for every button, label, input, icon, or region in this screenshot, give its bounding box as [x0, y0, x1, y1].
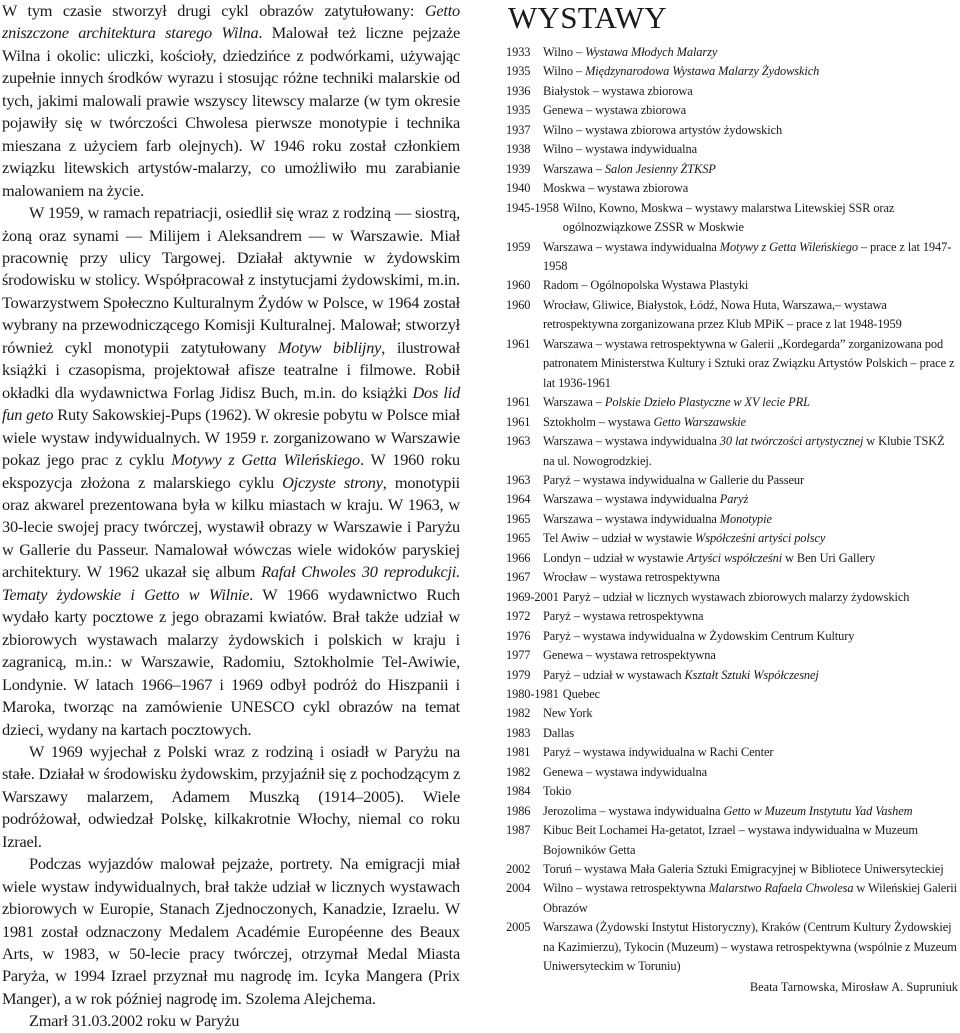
- text-run: Tokio: [543, 784, 572, 799]
- text-run: Radom – Ogólnopolska Wystawa Plastyki: [543, 278, 749, 293]
- italic-title: Getto Warszawskie: [653, 414, 747, 429]
- exhibition-description: [543, 627, 958, 646]
- exhibition-entry: [506, 101, 958, 120]
- text-run: – prace z lat 1947-1958: [543, 239, 952, 273]
- text-run: Sztokholm – wystawa: [543, 414, 654, 429]
- text-run: . W 1966 wydawnictwo Ruch wydało karty pocztowe z jego obrazami kwiatów. Brał także udział w zbiorowych wystawach malarzy żydowskich i polskich w kraju i zagranicą, m.in.: w Warszawie, Radomiu, Sztokholmie Tel-Awiwie, Londynie. W latach 1966–1967 i 1969 odbył podróż do Hiszpanii i Maroka, tworząc na zamówienie UNESCO cykl obrazów na temat dzieci, wydany na kartach pocztowych.: [2, 584, 460, 739]
- exhibition-entry: [506, 607, 958, 626]
- italic-title: Motyw biblijny: [277, 337, 382, 357]
- italic-title: Współcześni artyści polscy: [695, 531, 826, 546]
- exhibition-entry: [506, 529, 958, 548]
- italic-title: Dos lid fun geto: [2, 382, 461, 425]
- exhibition-year: 1984: [506, 784, 531, 799]
- text-run: Kibuc Beit Lochamei Ha-getatot, Izrael – wystawa indywidualna w Muzeum Bojowników Getta: [543, 823, 918, 857]
- exhibition-year: 1938: [506, 142, 531, 157]
- exhibition-entry: [506, 490, 958, 509]
- exhibition-description: [543, 743, 958, 762]
- text-run: Białystok – wystawa zbiorowa: [543, 83, 693, 98]
- text-run: Wilno – wystawa indywidualna: [543, 142, 697, 157]
- italic-title: Getto w Muzeum Instytutu Yad Vashem: [723, 803, 913, 818]
- exhibition-description: [563, 199, 958, 238]
- text-run: Paryż – wystawa indywidualna w Żydowskim Centrum Kultury: [543, 628, 855, 643]
- exhibition-entry: [506, 568, 958, 587]
- exhibition-entry: [506, 821, 958, 860]
- text-run: Wilno – wystawa retrospektywna: [543, 881, 709, 896]
- text-run: Warszawa –: [543, 161, 605, 176]
- exhibition-description: [543, 296, 958, 335]
- exhibition-entry: [506, 627, 958, 646]
- exhibition-entry: [506, 704, 958, 723]
- exhibition-entry: [506, 918, 958, 976]
- exhibition-entry: [506, 413, 958, 432]
- exhibition-entry: [506, 121, 958, 140]
- exhibition-year: 1961: [506, 414, 531, 429]
- text-run: w Wileńskiej Galerii Obrazów: [543, 881, 957, 915]
- text-run: Londyn – udział w wystawie: [543, 550, 687, 565]
- text-run: Quebec: [562, 686, 601, 701]
- text-run: Jerozolima – wystawa indywidualna: [543, 803, 724, 818]
- exhibition-description: [543, 471, 958, 490]
- exhibition-year: 1945-1958: [506, 200, 559, 215]
- exhibition-year: 1979: [506, 667, 531, 682]
- text-run: , ilustrował książki i czasopisma, projektował afisze teatralne i filmowe. Robił okładki dla wydawnictwa Forlag Jidisz Buch, m.in. do książki: [2, 337, 460, 402]
- text-run: Wilno –: [543, 45, 586, 59]
- exhibition-year: 1987: [506, 823, 531, 838]
- exhibition-entry: [506, 879, 958, 918]
- italic-title: Monotypie: [719, 511, 772, 526]
- exhibition-entry: [506, 393, 958, 412]
- exhibition-year: 1964: [506, 492, 531, 507]
- exhibition-description: [543, 101, 958, 120]
- text-run: Warszawa – wystawa retrospektywna w Galerii „Kordegarda” zorganizowana pod patronatem Ministerstwa Kultury i Sztuki oraz Związku Artystów Polskich – prace z lat 1936-1961: [543, 336, 955, 390]
- exhibition-entry: [506, 782, 958, 801]
- italic-title: Artyści współcześni: [686, 550, 783, 565]
- text-run: Wilno –: [543, 64, 586, 79]
- exhibition-year: 1983: [506, 725, 531, 740]
- italic-title: Malarstwo Rafaela Chwolesa: [708, 881, 854, 896]
- exhibition-year: 1980-1981: [506, 686, 559, 701]
- text-run: Dallas: [543, 725, 575, 740]
- exhibition-entry: [506, 743, 958, 762]
- text-run: Wrocław, Gliwice, Białystok, Łódź, Nowa Huta, Warszawa,– wystawa retrospektywna zorganizowana przez Klub MPiK – prace z lat 1948-1959: [543, 297, 902, 332]
- exhibition-year: 1963: [506, 434, 531, 449]
- biography-paragraph: [2, 202, 460, 741]
- biography-paragraph: [2, 1010, 460, 1032]
- text-run: Toruń – wystawa Mała Galeria Sztuki Emigracyjnej w Bibliotece Uniwersyteckiej: [543, 862, 944, 877]
- italic-title: Polskie Dzieło Plastyczne w XV lecie PRL: [604, 395, 810, 410]
- exhibition-description: [543, 802, 958, 821]
- exhibition-description: [543, 413, 958, 432]
- exhibition-year: 1982: [506, 706, 531, 721]
- exhibition-entry: [506, 763, 958, 782]
- exhibition-description: [543, 510, 958, 529]
- exhibition-description: [543, 82, 958, 101]
- exhibition-description: [543, 704, 958, 723]
- exhibition-year: 1981: [506, 745, 531, 760]
- text-run: , monotypii oraz akwarel prezentowana była w kilku miastach w kraju. W 1963, w 30-lecie swojej pracy twórczej, wystawił obrazy w Warszawie i Paryżu w Gallerie du Passeur. Namalował wówczas wiele widoków paryskiej architektury. W 1962 ukazał się album: [2, 472, 460, 582]
- exhibition-description: [543, 724, 958, 743]
- text-run: w Klubie TSKŻ na ul. Nowogrodzkiej.: [543, 434, 945, 468]
- exhibition-description: [543, 918, 958, 976]
- exhibition-year: 2002: [506, 862, 531, 877]
- italic-title: Motywy z Getta Wileńskiego: [719, 239, 858, 254]
- exhibition-year: 1986: [506, 803, 531, 818]
- text-run: W 1959, w ramach repatriacji, osiedlił się wraz z rodziną — siostrą, żoną oraz synami — Milijem i Aleksandrem — w Warszawie. Miał pracownię przy ulicy Targowej. Działał aktywnie w żydowskim środowisku w stolicy. Współpracował z instytucjami żydowskimi, m.in. Towarzystwem Społeczno Kulturalnym Żydów w Polsce, w 1964 został wybrany na przewodniczącego Komisji Kulturalnej. Malował; stworzył również cykl monotypii zatytułowany: [2, 203, 460, 357]
- exhibition-description: [543, 529, 958, 548]
- exhibition-description: [543, 393, 958, 412]
- exhibition-description: [543, 160, 958, 179]
- exhibition-entry: [506, 296, 958, 335]
- text-run: Podczas wyjazdów malował pejzaże, portrety. Na emigracji miał wiele wystaw indywidualnych, brał także udział w licznych wystawach zbiorowych w Europie, Stanach Zjednoczonych, Kanadzie, Izraelu. W 1981 został odznaczony Medalem Académie Européenne des Beaux Arts, w 1983, w 50-lecie pracy twórczej, otrzymał Medal Miasta Paryża, w 1994 Izrael przyznał mu nagrodę im. Icyka Mangera (Prix Manger), a w rok później nagrodę im. Szolema Alejchema.: [2, 854, 460, 1008]
- exhibition-entry: [506, 510, 958, 529]
- italic-title: Wystawa Młodych Malarzy: [585, 45, 718, 59]
- exhibition-year: 1959: [506, 239, 531, 254]
- exhibition-description: [563, 588, 958, 607]
- text-run: Wilno – wystawa zbiorowa artystów żydowskich: [543, 122, 783, 137]
- exhibition-year: 1976: [506, 628, 531, 643]
- exhibition-description: [543, 43, 958, 62]
- exhibition-description: [543, 646, 958, 665]
- exhibition-year: 1940: [506, 181, 531, 196]
- exhibition-year: 2005: [506, 920, 531, 935]
- exhibition-description: [543, 549, 958, 568]
- exhibition-year: 1982: [506, 764, 531, 779]
- exhibition-description: [543, 879, 958, 918]
- text-run: Warszawa – wystawa indywidualna: [543, 239, 720, 254]
- text-run: W tym czasie stworzył drugi cykl obrazów zatytułowany:: [2, 1, 425, 20]
- exhibition-year: 1937: [506, 122, 531, 137]
- exhibition-year: 1961: [506, 395, 531, 410]
- exhibition-description: [543, 860, 958, 879]
- exhibition-year: 1972: [506, 609, 531, 624]
- exhibition-year: 1965: [506, 511, 531, 526]
- exhibition-entry: [506, 62, 958, 81]
- italic-title: Salon Jesienny ŻTKSP: [604, 161, 716, 176]
- exhibition-year: 1966: [506, 550, 531, 565]
- text-run: Genewa – wystawa retrospektywna: [543, 648, 716, 663]
- text-run: w Ben Uri Gallery: [782, 550, 876, 565]
- exhibitions-column: [506, 0, 958, 997]
- exhibition-description: [543, 335, 958, 393]
- text-run: Ruty Sakowskiej-Pups (1962). W okresie pobytu w Polsce miał wiele wystaw indywidualnych. W 1959 r. zorganizowano w Warszawie pokaz jego prac z cyklu: [2, 405, 460, 470]
- exhibition-description: [543, 666, 958, 685]
- exhibition-description: [543, 276, 958, 295]
- exhibitions-heading: WYSTAWY: [508, 0, 667, 35]
- text-run: Warszawa –: [543, 395, 605, 410]
- exhibition-year: 2004: [506, 881, 531, 896]
- italic-title: Międzynarodowa Wystawa Malarzy Żydowskich: [585, 64, 820, 79]
- text-run: Zmarł 31.03.2002 roku w Paryżu: [29, 1011, 240, 1031]
- exhibition-entry: [506, 802, 958, 821]
- exhibition-description: [543, 490, 958, 509]
- exhibition-entry: [506, 276, 958, 295]
- italic-title: Rafał Chwoles 30 reprodukcji. Tematy żydowskie i Getto w Wilnie: [2, 562, 460, 604]
- exhibition-year: 1977: [506, 648, 531, 663]
- text-run: New York: [543, 706, 593, 721]
- exhibition-description: [543, 821, 958, 860]
- exhibition-year: 1969-2001: [506, 589, 559, 604]
- exhibition-entry: [506, 82, 958, 101]
- exhibition-entry: [506, 238, 958, 277]
- exhibition-year: 1935: [506, 103, 531, 118]
- exhibition-description: [543, 568, 958, 587]
- exhibition-description: [543, 432, 958, 471]
- exhibition-year: 1935: [506, 64, 531, 79]
- italic-title: Kształt Sztuki Współczesnej: [684, 667, 819, 682]
- exhibition-entry: [506, 588, 958, 607]
- exhibition-year: 1961: [506, 336, 531, 351]
- exhibition-entry: [506, 179, 958, 198]
- exhibition-description: [543, 238, 958, 277]
- text-run: Genewa – wystawa zbiorowa: [543, 103, 687, 118]
- exhibition-year: 1960: [506, 297, 531, 312]
- biography-paragraph: [2, 741, 460, 853]
- text-run: Warszawa – wystawa indywidualna: [543, 434, 720, 449]
- exhibition-entry: [506, 471, 958, 490]
- exhibition-entry: [506, 432, 958, 471]
- italic-title: Motywy z Getta Wileńskiego: [171, 450, 360, 470]
- exhibition-entry: [506, 335, 958, 393]
- text-run: Warszawa (Żydowski Instytut Historyczny), Kraków (Centrum Kultury Żydowskiej na Kazimierzu), Tykocin (Muzeum) – wystawa retrospektywna (wspólnie z Muzeum Uniwersyteckim w Toruniu): [543, 920, 957, 974]
- text-run: Wilno, Kowno, Moskwa – wystawy malarstwa Litewskiej SSR oraz ogólnozwiązkowe ZSSR w Moskwie: [562, 200, 895, 235]
- text-run: . W 1960 roku ekspozycja złożona z malarskiego cyklu: [2, 450, 460, 492]
- text-run: . Malował też liczne pejzaże Wilna i okolic: uliczki, kościoły, dziedzińce z podwórkami, używając zupełnie innych środków wyrazu i stosując różne techniki malarskie od tych, jakimi malowali prawie wszyscy litewscy malarze (w tym okresie pojawiły się w twórczości Chwolesa pierwsze monotypie i technika mieszana z użyciem farb olejnych). W 1946 roku został członkiem związku litewskich artystów-malarzy, co umożliwiło mu zarabianie malowaniem na życie.: [2, 23, 460, 200]
- biography-paragraph: [2, 853, 460, 1010]
- exhibition-entry: [506, 724, 958, 743]
- text-run: Paryż – wystawa indywidualna w Gallerie du Passeur: [543, 472, 804, 487]
- italic-title: Ojczyste strony: [282, 472, 383, 492]
- exhibition-description: [563, 685, 958, 704]
- exhibition-year: 1960: [506, 278, 531, 293]
- exhibition-entry: [506, 685, 958, 704]
- italic-title: Paryż: [719, 492, 749, 507]
- text-run: Moskwa – wystawa zbiorowa: [543, 181, 689, 196]
- exhibition-entry: [506, 860, 958, 879]
- exhibitions-list: [506, 43, 958, 977]
- text-run: Genewa – wystawa indywidualna: [543, 764, 707, 779]
- biography-paragraph: [2, 0, 460, 202]
- italic-title: 30 lat twórczości artystycznej: [719, 434, 864, 449]
- text-run: Warszawa – wystawa indywidualna: [543, 511, 720, 526]
- text-run: Paryż – udział w wystawach: [543, 667, 685, 682]
- italic-title: Getto zniszczone architektura starego Wilna: [2, 1, 460, 43]
- text-run: W 1969 wyjechał z Polski wraz z rodziną i osiadł w Paryżu na stałe. Działał w środowisku żydowskim, przyjaźnił się z pochodzącym z Warszawy malarzem, Adamem Muszką (1914–2005). Wiele podróżował, odwiedzał Polskę, kilkakrotnie Włochy, niemal co roku Izrael.: [2, 741, 460, 851]
- exhibition-year: 1967: [506, 570, 531, 585]
- author-credit: Beata Tarnowska, Mirosław A. Supruniuk: [749, 979, 958, 994]
- text-run: Warszawa – wystawa indywidualna: [543, 492, 720, 507]
- exhibition-entry: [506, 43, 958, 62]
- exhibition-year: 1965: [506, 531, 531, 546]
- exhibition-year: 1963: [506, 472, 531, 487]
- text-run: Paryż – wystawa retrospektywna: [543, 609, 704, 624]
- exhibition-description: [543, 121, 958, 140]
- text-run: Tel Awiw – udział w wystawie: [543, 531, 696, 546]
- exhibition-year: 1936: [506, 83, 531, 98]
- exhibition-description: [543, 782, 958, 801]
- exhibition-entry: [506, 646, 958, 665]
- exhibition-entry: [506, 160, 958, 179]
- exhibition-entry: [506, 199, 958, 238]
- exhibition-entry: [506, 549, 958, 568]
- biography-column: [2, 0, 460, 1033]
- exhibition-entry: [506, 666, 958, 685]
- exhibition-description: [543, 607, 958, 626]
- exhibition-entry: [506, 140, 958, 159]
- exhibition-description: [543, 763, 958, 782]
- exhibition-year: 1933: [506, 45, 531, 59]
- exhibition-description: [543, 140, 958, 159]
- text-run: Paryż – udział w licznych wystawach zbiorowych malarzy żydowskich: [562, 589, 910, 604]
- exhibition-year: 1939: [506, 161, 531, 176]
- text-run: Paryż – wystawa indywidualna w Rachi Center: [543, 745, 774, 760]
- text-run: Wrocław – wystawa retrospektywna: [543, 570, 720, 585]
- exhibition-description: [543, 62, 958, 81]
- exhibition-description: [543, 179, 958, 198]
